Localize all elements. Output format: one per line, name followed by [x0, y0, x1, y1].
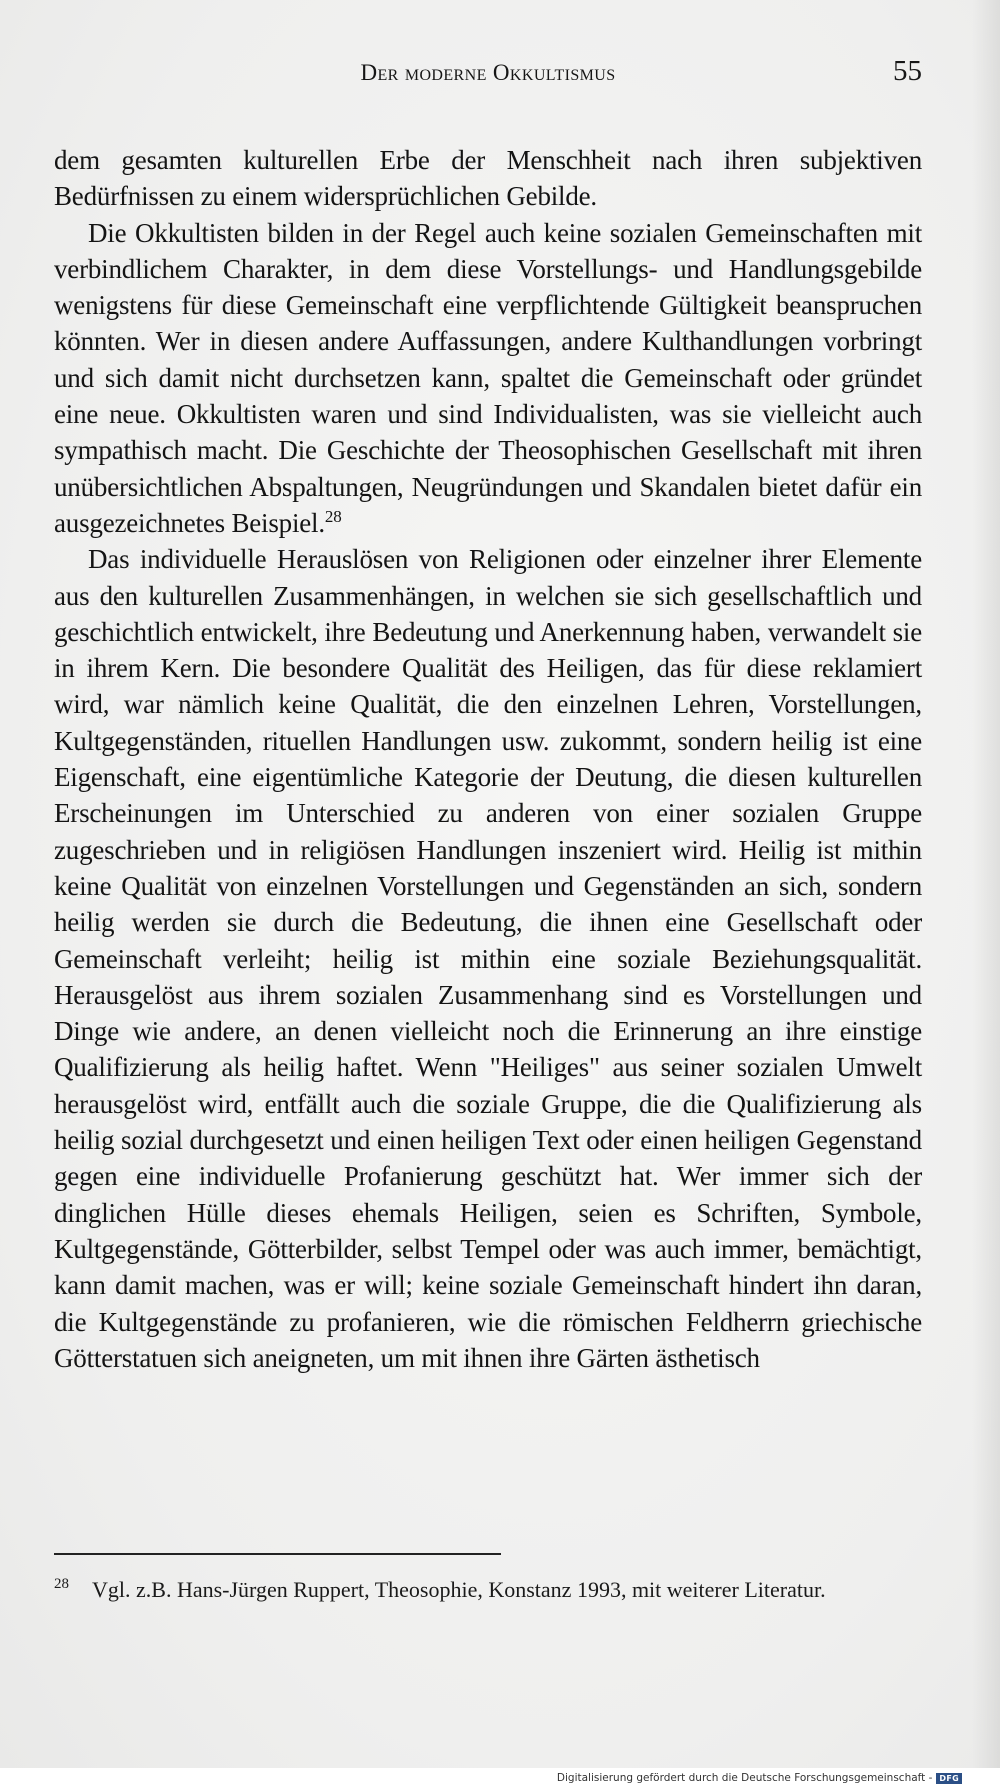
footnote-text: Vgl. z.B. Hans-Jürgen Ruppert, Theosophie, Konstanz 1993, mit weiterer Literatur. — [92, 1577, 826, 1602]
paragraph-2 — [54, 215, 922, 542]
credit-text: Digitalisierung gefördert durch die Deutsche Forschungsgemeinschaft - — [556, 1772, 933, 1784]
running-head — [54, 55, 922, 95]
footnote-divider — [54, 1553, 501, 1555]
paragraph-3 — [54, 541, 922, 1376]
paragraph-2-text: Die Okkultisten bilden in der Regel auch keine sozialen Gemeinschaften mit verbindlichem Charakter, in dem diese Vorstellungs- und Handlungsgebilde wenigstens für diese Gemeinschaft eine verpflichtende Gültigkeit beanspruchen könnten. Wer in diesen andere Auffassungen, andere Kulthandlungen vorbringt und sich damit nicht durchsetzen kann, spaltet die Gemeinschaft oder gründet eine neue. Okkultisten waren und sind Individualisten, was sie vielleicht auch sympathisch macht. Die Geschichte der Theosophischen Gesellschaft mit ihren unübersichtlichen Abspaltungen, Neugründungen und Skandalen bietet dafür ein ausgezeichnetes Beispiel. — [54, 217, 922, 538]
page-number: 55 — [893, 55, 922, 87]
digitization-credit — [557, 1772, 962, 1784]
footnote — [54, 1574, 928, 1606]
body-text — [54, 142, 922, 1376]
paragraph-3-text: Das individuelle Herauslösen von Religionen oder einzelner ihrer Elemente aus den kulturellen Zusammenhängen, in welchen sie sich gesellschaftlich und geschichtlich entwickelt, ihre Bedeutung und Anerkennung haben, verwandelt sie in ihrem Kern. Die besondere Qualität des Heiligen, das für diese reklamiert wird, war nämlich keine Qualität, die den einzelnen Lehren, Vorstellungen, Kultgegenständen, rituellen Handlungen usw. zukommt, sondern heilig ist eine Eigenschaft, eine eigentümliche Kategorie der Deutung, die diesen kulturellen Erscheinungen im Unterschied zu anderen von einer sozialen Gruppe zugeschrieben und in religiösen Handlungen inszeniert wird. Heilig ist mithin keine Qualität von einzelnen Vorstellungen und Gegenständen an sich, sondern heilig werden sie durch die Bedeutung, die ihnen eine Gesellschaft oder Gemeinschaft verleiht; heilig ist mithin eine soziale Beziehungsqualität. Herausgelöst aus ihrem sozialen Zusammenhang sind es Vorstellungen und Dinge wie andere, an denen vielleicht noch die Erinnerung an ihre einstige Qualifizierung als heilig haftet. Wenn "Heiliges" aus seiner sozialen Umwelt herausgelöst wird, entfällt auch die soziale Gruppe, die die Qualifizierung als heilig sozial durchgesetzt und einen heiligen Text oder einen heiligen Gegenstand gegen eine individuelle Profanierung geschützt hat. Wer immer sich der dinglichen Hülle dieses ehemals Heiligen, seien es Schriften, Symbole, Kultgegenstände, Götterbilder, selbst Tempel oder was auch immer, bemächtigt, kann damit machen, was er will; keine soziale Gemeinschaft hindert ihn daran, die Kultgegenstände zu profanieren, wie die römischen Feldherrn griechische Götterstatuen sich aneigneten, um mit ihnen ihre Gärten ästhetisch — [54, 544, 922, 1373]
paragraph-1 — [54, 142, 922, 215]
running-title: Der moderne Okkultismus — [360, 60, 616, 85]
footnote-reference[interactable]: 28 — [324, 506, 342, 526]
footnote-mark: 28 — [54, 1576, 69, 1592]
dfg-logo: DFG — [936, 1773, 962, 1784]
paragraph-1-text: dem gesamten kulturellen Erbe der Menschheit nach ihren subjektiven Bedürfnissen zu einem widersprüchlichen Gebilde. — [54, 145, 922, 212]
